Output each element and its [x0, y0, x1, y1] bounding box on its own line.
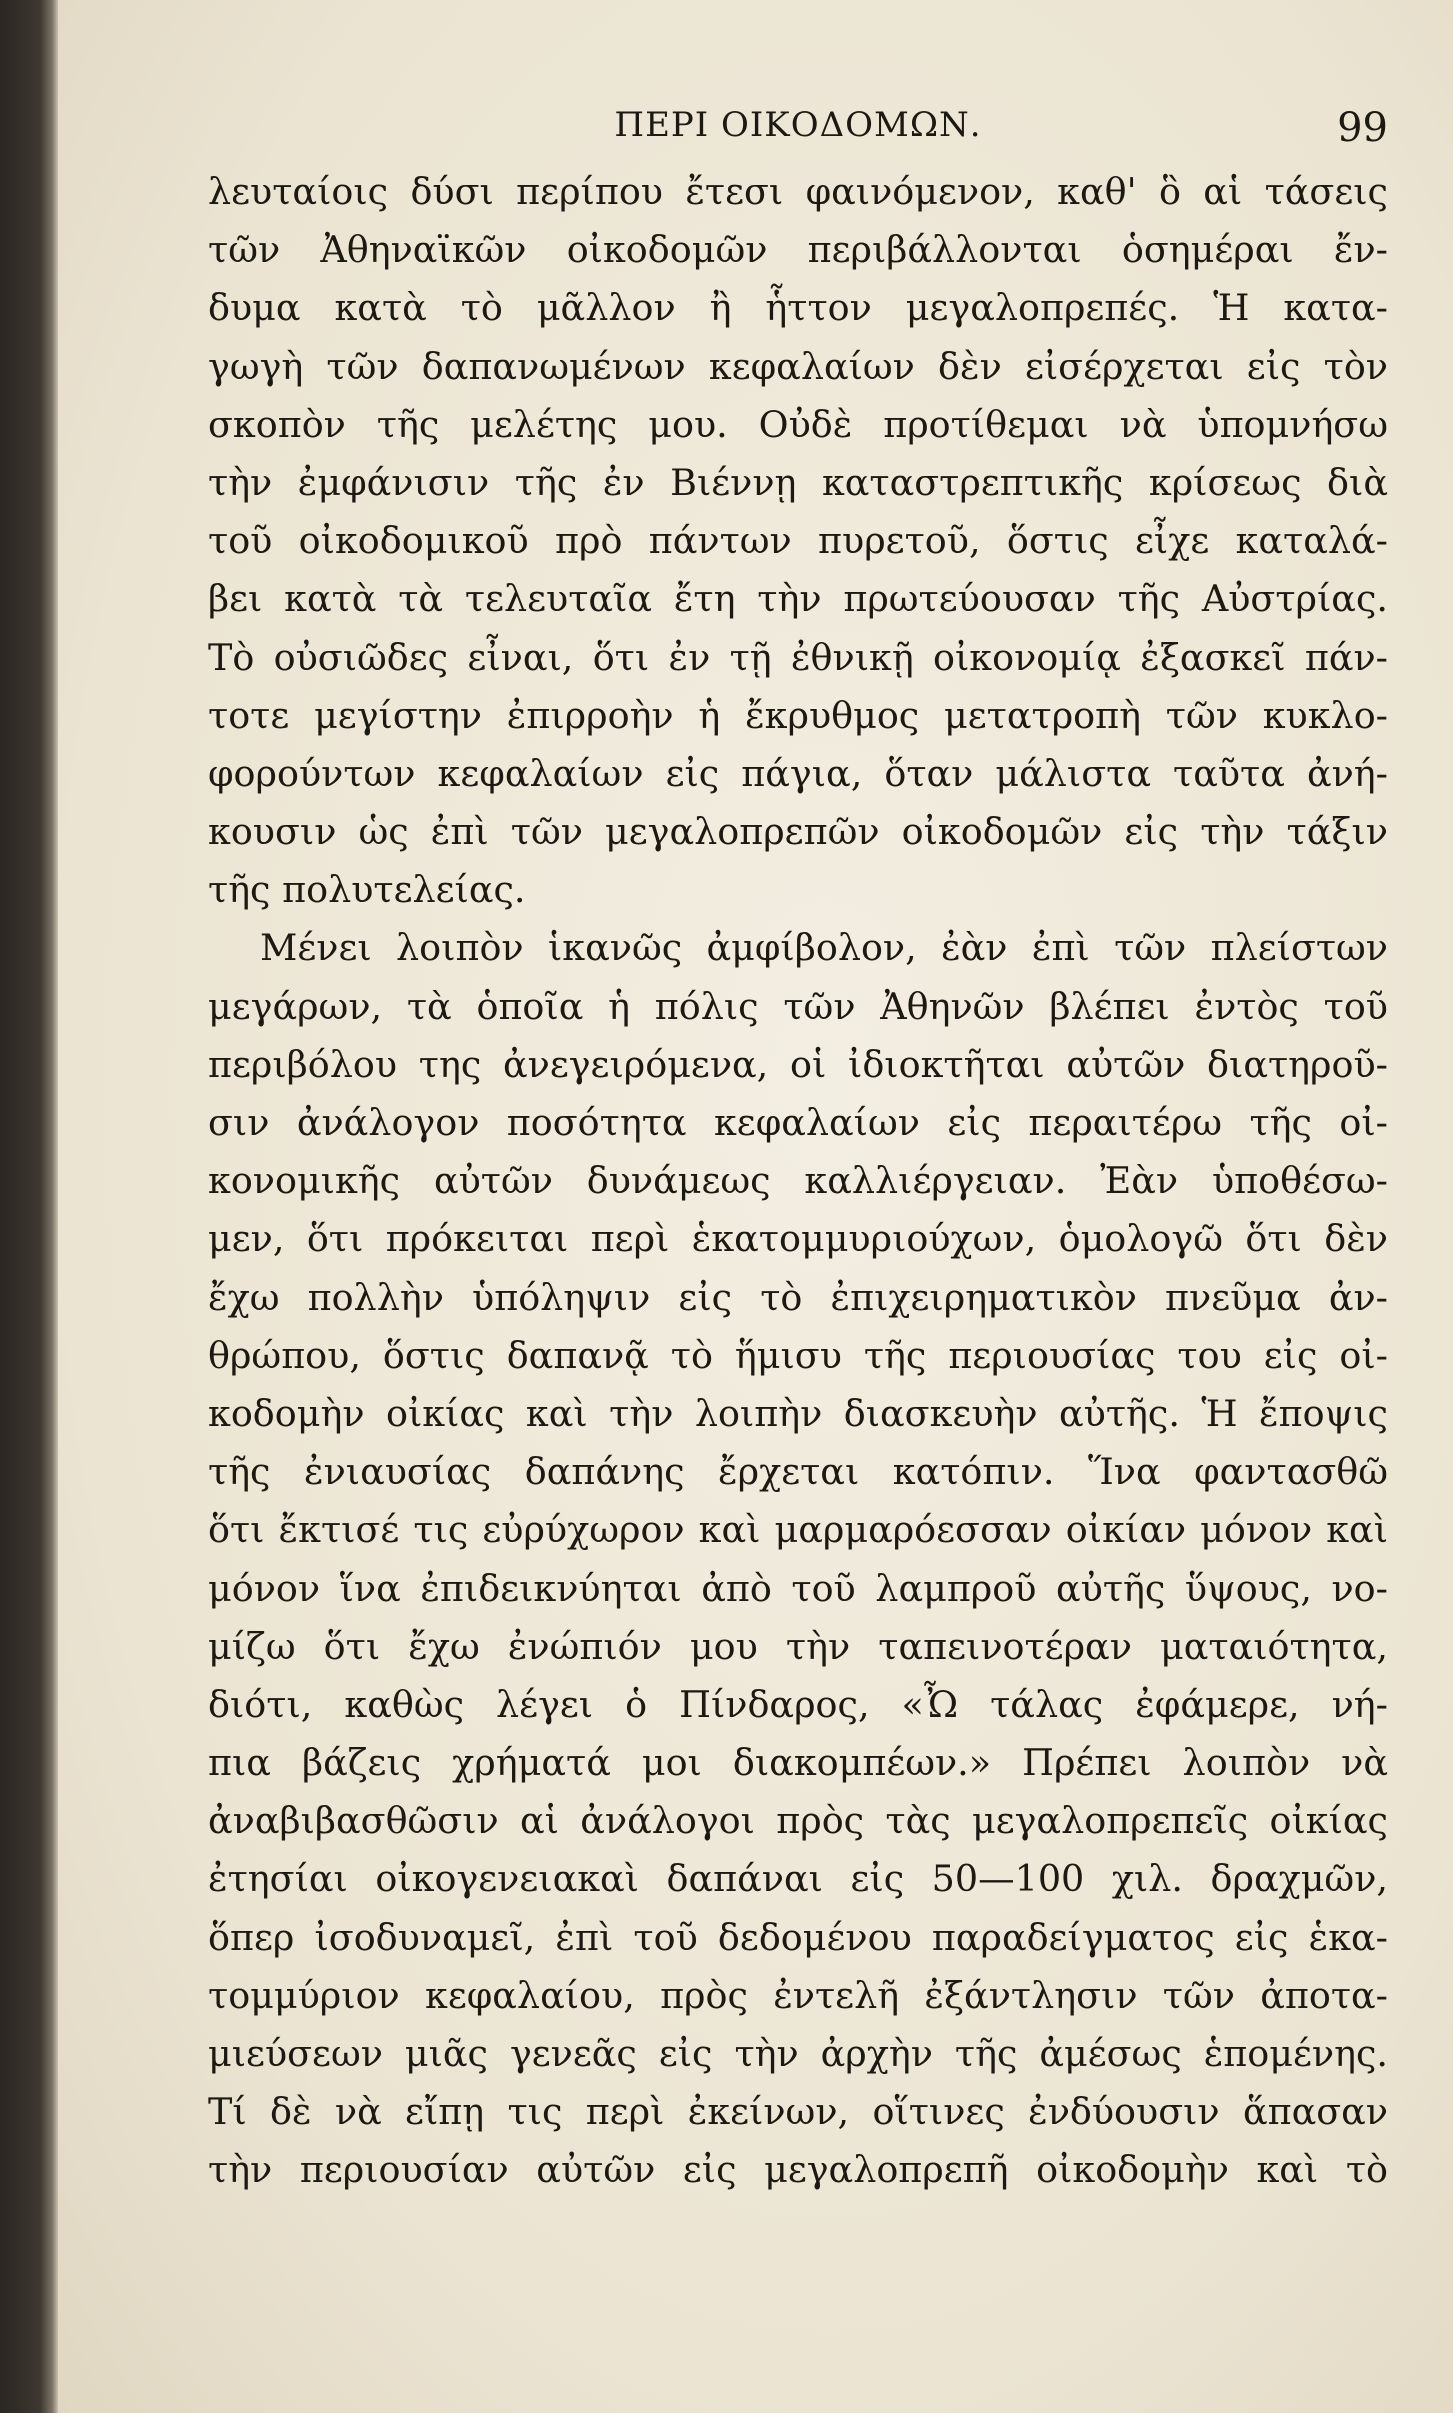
text-line: τοῦ οἰκοδομικοῦ πρὸ πάντων πυρετοῦ, ὅστις εἶχε καταλά- [208, 519, 1388, 563]
running-title: ΠΕΡΙ ΟΙΚΟΔΟΜΩΝ. [614, 105, 982, 145]
text-line: μεν, ὅτι πρόκειται περὶ ἑκατομμυριούχων, ὁμολογῶ ὅτι δὲν [208, 1217, 1388, 1261]
text-line: κουσιν ὡς ἐπὶ τῶν μεγαλοπρεπῶν οἰκοδομῶν εἰς τὴν τάξιν [208, 810, 1388, 854]
text-line: ἀναβιβασθῶσιν αἱ ἀνάλογοι πρὸς τὰς μεγαλοπρεπεῖς οἰκίας [208, 1799, 1388, 1843]
text-line: ὅπερ ἰσοδυναμεῖ, ἐπὶ τοῦ δεδομένου παραδείγματος εἰς ἑκα- [208, 1915, 1388, 1959]
text-line: ὅτι ἔκτισέ τις εὐρύχωρον καὶ μαρμαρόεσσαν οἰκίαν μόνον καὶ [208, 1508, 1388, 1552]
text-line: μεγάρων, τὰ ὁποῖα ἡ πόλις τῶν Ἀθηνῶν βλέπει ἐντὸς τοῦ [208, 984, 1388, 1028]
text-line: λευταίοις δύσι περίπου ἔτεσι φαινόμενον, καθ' ὃ αἱ τάσεις [208, 170, 1388, 213]
text-line: τῶν Ἀθηναϊκῶν οἰκοδομῶν περιβάλλονται ὁσημέραι ἔν- [208, 228, 1388, 272]
book-page [58, 0, 1453, 2413]
text-line: διότι, καθὼς λέγει ὁ Πίνδαρος, «Ὦ τάλας ἐφάμερε, νή- [208, 1682, 1388, 1726]
body-text [208, 163, 1388, 2200]
page-header [208, 105, 1388, 165]
paragraph-end-line: τῆς πολυτελείας. [208, 868, 526, 912]
text-line: ἔχω πολλὴν ὑπόληψιν εἰς τὸ ἐπιχειρηματικὸν πνεῦμα ἀν- [208, 1275, 1388, 1319]
text-line: πια βάζεις χρήματά μοι διακομπέων.» Πρέπει λοιπὸν νὰ [208, 1741, 1388, 1785]
text-line: μιεύσεων μιᾶς γενεᾶς εἰς τὴν ἀρχὴν τῆς ἀμέσως ἑπομένης. [208, 2032, 1388, 2075]
text-line: ἐτησίαι οἰκογενειακαὶ δαπάναι εἰς 50—100 χιλ. δραχμῶν, [208, 1857, 1388, 1901]
text-line: τῆς ἐνιαυσίας δαπάνης ἔρχεται κατόπιν. Ἵνα φαντασθῶ [208, 1450, 1388, 1494]
text-line: μόνον ἵνα ἐπιδεικνύηται ἀπὸ τοῦ λαμπροῦ αὐτῆς ὕψους, νο- [208, 1566, 1388, 1610]
text-line: σιν ἀνάλογον ποσότητα κεφαλαίων εἰς περαιτέρω τῆς οἰ- [208, 1101, 1388, 1144]
text-line: τὴν περιουσίαν αὐτῶν εἰς μεγαλοπρεπῆ οἰκοδομὴν καὶ τὸ [208, 2148, 1388, 2192]
text-line: Τὸ οὐσιῶδες εἶναι, ὅτι ἐν τῇ ἐθνικῇ οἰκονομίᾳ ἐξασκεῖ πάν- [208, 635, 1388, 679]
book-binding-edge [0, 0, 58, 2413]
text-line: δυμα κατὰ τὸ μᾶλλον ἢ ἧττον μεγαλοπρεπές. Ἡ κατα- [208, 286, 1388, 330]
text-line: θρώπου, ὅστις δαπανᾷ τὸ ἥμισυ τῆς περιουσίας του εἰς οἰ- [208, 1333, 1388, 1377]
text-line: τὴν ἐμφάνισιν τῆς ἐν Βιέννῃ καταστρεπτικῆς κρίσεως διὰ [208, 460, 1388, 504]
text-line: τοτε μεγίστην ἐπιρροὴν ἡ ἔκρυθμος μετατροπὴ τῶν κυκλο- [208, 693, 1388, 737]
text-line: περιβόλου της ἀνεγειρόμενα, οἱ ἰδιοκτῆται αὐτῶν διατηροῦ- [208, 1042, 1388, 1086]
text-line: γωγὴ τῶν δαπανωμένων κεφαλαίων δὲν εἰσέρχεται εἰς τὸν [208, 344, 1388, 388]
page-number: 99 [1337, 105, 1388, 151]
text-line: κονομικῆς αὐτῶν δυνάμεως καλλιέργειαν. Ἐὰν ὑποθέσω- [208, 1159, 1388, 1203]
text-line: φορούντων κεφαλαίων εἰς πάγια, ὅταν μάλιστα ταῦτα ἀνή- [208, 751, 1388, 795]
text-line: μίζω ὅτι ἔχω ἐνώπιόν μου τὴν ταπεινοτέραν ματαιότητα, [208, 1624, 1388, 1668]
paragraph-start-line: Μένει λοιπὸν ἱκανῶς ἀμφίβολον, ἐὰν ἐπὶ τῶν πλείστων [260, 926, 1388, 970]
text-line: τομμύριον κεφαλαίου, πρὸς ἐντελῆ ἐξάντλησιν τῶν ἀποτα- [208, 1973, 1388, 2017]
text-line: Τί δὲ νὰ εἴπῃ τις περὶ ἐκείνων, οἵτινες ἐνδύουσιν ἅπασαν [208, 2090, 1388, 2134]
text-line: σκοπὸν τῆς μελέτης μου. Οὐδὲ προτίθεμαι νὰ ὑπομνήσω [208, 402, 1388, 446]
text-line: βει κατὰ τὰ τελευταῖα ἔτη τὴν πρωτεύουσαν τῆς Αὐστρίας. [208, 577, 1388, 621]
text-line: κοδομὴν οἰκίας καὶ τὴν λοιπὴν διασκευὴν αὐτῆς. Ἡ ἔποψις [208, 1391, 1388, 1435]
